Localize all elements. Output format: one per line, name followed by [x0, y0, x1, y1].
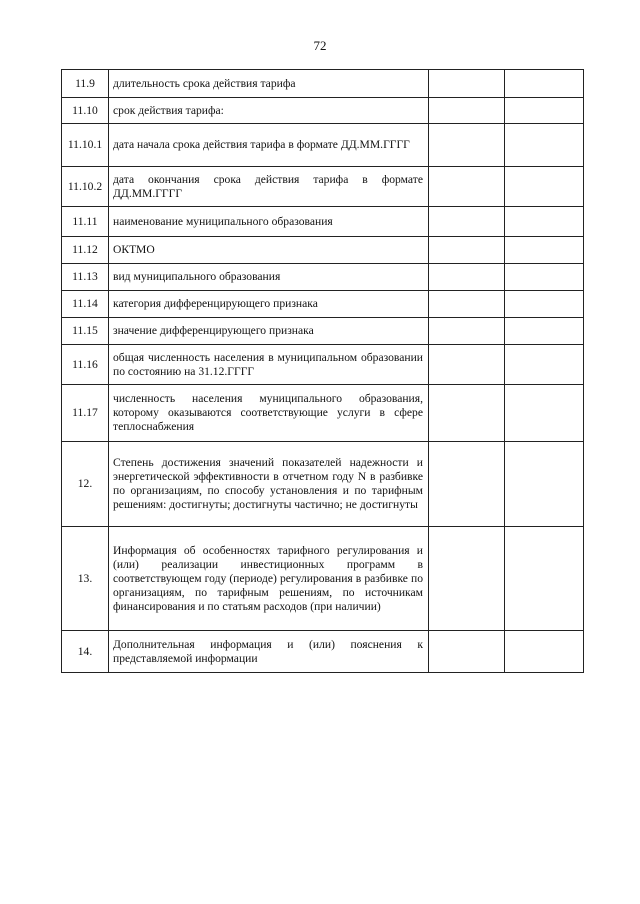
row-number-cell: 11.14 — [62, 291, 109, 318]
empty-value-cell — [505, 264, 584, 291]
row-number-cell: 14. — [62, 631, 109, 673]
table-row — [62, 207, 584, 237]
row-description-cell: Степень достижения значений показателей надежности и энергетической эффективности в отчетном году N в разбивке по организациям, по способу установления и по тарифным решениям: достигнуты; достигнуты частично; не достигнуты — [109, 442, 429, 527]
empty-value-cell — [505, 237, 584, 264]
row-number-cell: 11.12 — [62, 237, 109, 264]
row-number-cell: 11.17 — [62, 385, 109, 442]
empty-value-cell — [429, 291, 505, 318]
table-row — [62, 318, 584, 345]
table-row — [62, 124, 584, 167]
row-description-cell: ОКТМО — [109, 237, 429, 264]
row-description-cell: категория дифференцирующего признака — [109, 291, 429, 318]
row-number-cell: 11.10.2 — [62, 167, 109, 207]
table-row — [62, 631, 584, 673]
empty-value-cell — [505, 124, 584, 167]
row-description-cell: Дополнительная информация и (или) пояснения к представляемой информации — [109, 631, 429, 673]
empty-value-cell — [429, 345, 505, 385]
table-row — [62, 98, 584, 124]
row-description-cell: численность населения муниципального образования, которому оказываются соответствующие услуги в сфере теплоснабжения — [109, 385, 429, 442]
empty-value-cell — [505, 70, 584, 98]
table-row — [62, 442, 584, 527]
empty-value-cell — [505, 442, 584, 527]
empty-value-cell — [429, 124, 505, 167]
table-row — [62, 527, 584, 631]
empty-value-cell — [505, 98, 584, 124]
row-description-cell: дата начала срока действия тарифа в формате ДД.ММ.ГГГГ — [109, 124, 429, 167]
empty-value-cell — [505, 291, 584, 318]
row-number-cell: 13. — [62, 527, 109, 631]
empty-value-cell — [505, 318, 584, 345]
row-description-cell: значение дифференцирующего признака — [109, 318, 429, 345]
row-description-cell: Информация об особенностях тарифного регулирования и (или) реализации инвестиционных программ в соответствующем году (периоде) регулирования в разбивке по организациям, по тарифным решениям, по источникам финансирования и по статьям расходов (при наличии) — [109, 527, 429, 631]
empty-value-cell — [429, 318, 505, 345]
data-table — [61, 69, 584, 673]
row-description-cell: дата окончания срока действия тарифа в формате ДД.ММ.ГГГГ — [109, 167, 429, 207]
table-row — [62, 291, 584, 318]
empty-value-cell — [505, 207, 584, 237]
row-number-cell: 11.15 — [62, 318, 109, 345]
page-number: 72 — [313, 38, 327, 53]
row-number-cell: 11.11 — [62, 207, 109, 237]
empty-value-cell — [429, 631, 505, 673]
table-row — [62, 237, 584, 264]
empty-value-cell — [429, 527, 505, 631]
row-number-cell: 11.10 — [62, 98, 109, 124]
table-row — [62, 70, 584, 98]
table-row — [62, 345, 584, 385]
empty-value-cell — [429, 167, 505, 207]
row-number-cell: 12. — [62, 442, 109, 527]
empty-value-cell — [505, 167, 584, 207]
empty-value-cell — [429, 237, 505, 264]
table-body — [62, 70, 584, 673]
empty-value-cell — [505, 385, 584, 442]
row-description-cell: наименование муниципального образования — [109, 207, 429, 237]
empty-value-cell — [429, 385, 505, 442]
empty-value-cell — [505, 527, 584, 631]
empty-value-cell — [429, 98, 505, 124]
empty-value-cell — [505, 631, 584, 673]
row-number-cell: 11.16 — [62, 345, 109, 385]
row-description-cell: срок действия тарифа: — [109, 98, 429, 124]
row-description-cell: длительность срока действия тарифа — [109, 70, 429, 98]
empty-value-cell — [505, 345, 584, 385]
empty-value-cell — [429, 70, 505, 98]
row-number-cell: 11.13 — [62, 264, 109, 291]
table-row — [62, 385, 584, 442]
empty-value-cell — [429, 207, 505, 237]
row-description-cell: общая численность населения в муниципальном образовании по состоянию на 31.12.ГГГГ — [109, 345, 429, 385]
row-number-cell: 11.10.1 — [62, 124, 109, 167]
table-row — [62, 167, 584, 207]
row-description-cell: вид муниципального образования — [109, 264, 429, 291]
empty-value-cell — [429, 442, 505, 527]
empty-value-cell — [429, 264, 505, 291]
table-row — [62, 264, 584, 291]
row-number-cell: 11.9 — [62, 70, 109, 98]
